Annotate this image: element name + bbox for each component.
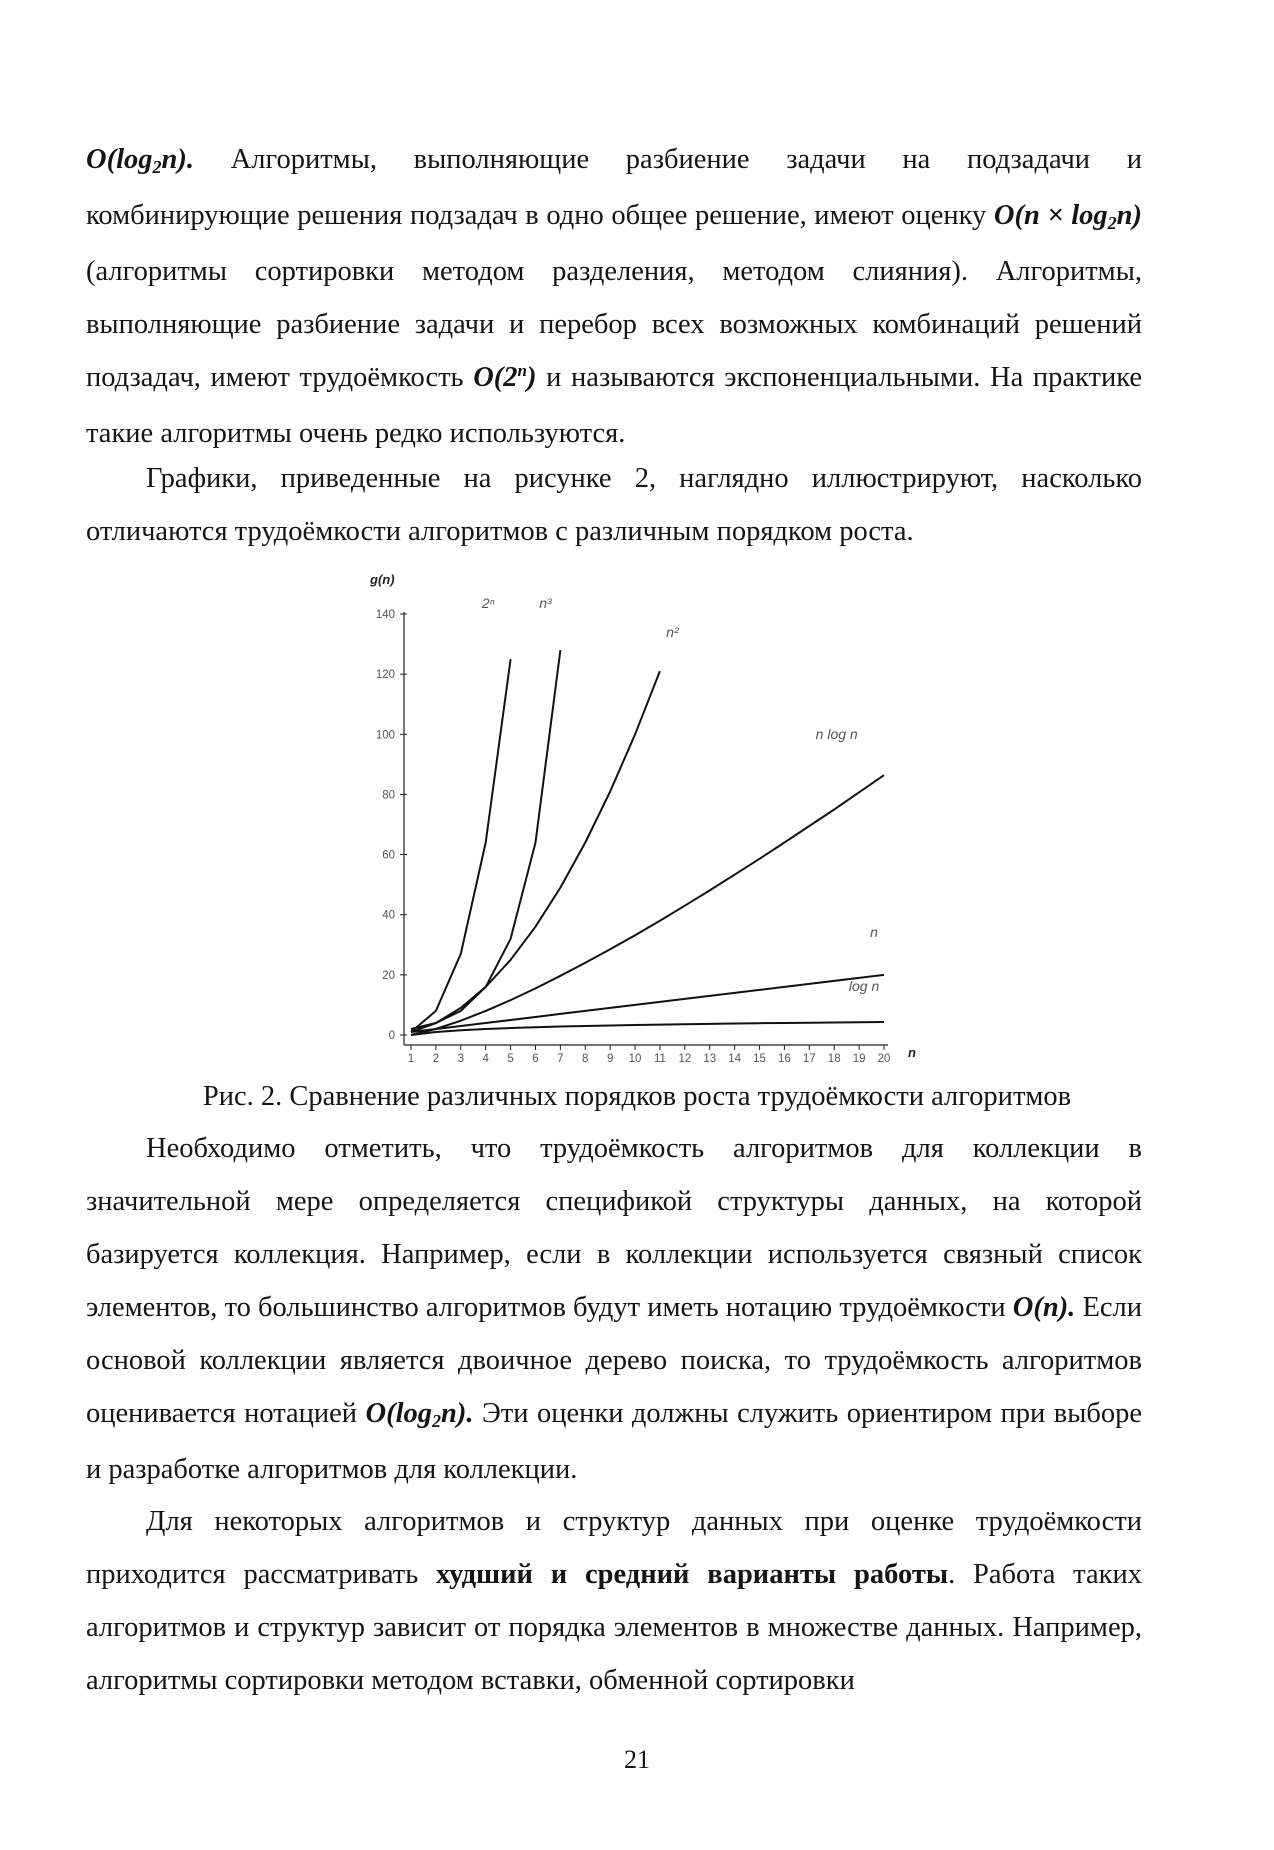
series-label: 2ⁿ — [481, 595, 495, 611]
x-tick-label: 5 — [507, 1053, 514, 1065]
series-line — [411, 775, 884, 1035]
y-tick-label: 40 — [382, 909, 395, 922]
x-tick-label: 11 — [653, 1053, 666, 1065]
formula-o-n-log2n: O(n × log2n) — [993, 200, 1142, 233]
formula-o-n: O(n). — [1012, 1292, 1076, 1323]
x-tick-label: 15 — [753, 1053, 766, 1065]
formula-o-log2n-tree: O(log2n). — [365, 1398, 474, 1431]
y-tick-label: 20 — [382, 969, 395, 982]
x-tick-label: 7 — [557, 1053, 564, 1065]
x-axis-title: n — [908, 1045, 916, 1060]
formula-o-log2n: O(log2n). — [86, 144, 194, 177]
x-tick-label: 17 — [802, 1053, 816, 1065]
x-tick-label: 6 — [532, 1053, 539, 1065]
paragraph-collections: Необходимо отметить, что трудоёмкость алгоритмов для коллекции в значительной мере определяется спецификой структуры данных, на которой базируется коллекция. Например, если в коллекции используется связный список элементов, то большинство алгоритмов будут иметь нотацию трудоёмкости O(n). Если основой коллекции является двоичное дерево поиска, то трудоёмкость алгоритмов оценивается нотацией O(log2n). Эти оценки должны служить ориентиром при выборе и разработке алгоритмов для коллекции. — [86, 1133, 1142, 1485]
emphasis-worst-average: худший и средний варианты работы — [436, 1559, 949, 1590]
x-tick-label: 16 — [778, 1053, 791, 1065]
series-label: n — [870, 924, 878, 940]
x-tick-label: 4 — [482, 1053, 489, 1065]
x-tick-label: 1 — [407, 1053, 415, 1065]
series-label: n³ — [539, 595, 552, 611]
paragraph-worst-average: Для некоторых алгоритмов и структур данных при оценке трудоёмкости приходится рассматривать худший и средний варианты работы. Работа таких алгоритмов и структур зависит от порядка элементов в множестве данных. Например, алгоритмы сортировки методом вставки, обменной сортировки — [86, 1506, 1142, 1696]
series-line — [411, 671, 660, 1032]
paragraph-complexity-classes: O(log2n). Алгоритмы, выполняющие разбиение задачи на подзадачи и комбинирующие решения подзадач в одно общее решение, имеют оценку O(n × log2n) (алгоритмы сортировки методом разделения, методом слияния). Алгоритмы, выполняющие разбиение задачи и перебор всех возможных комбинаций решений подзадач, имеют трудоёмкость O(2$^n$) и называются экспоненциальными. На практике такие алгоритмы очень редко используются. — [86, 144, 1142, 449]
series-label: n² — [666, 624, 679, 640]
chart-axes — [400, 612, 888, 1050]
y-tick-label: 100 — [375, 729, 395, 742]
y-tick-label: 140 — [375, 609, 395, 621]
x-tick-label: 19 — [852, 1053, 866, 1065]
x-tick-label: 9 — [606, 1053, 614, 1065]
y-tick-label: 60 — [382, 849, 395, 862]
x-tick-label: 14 — [728, 1053, 742, 1065]
series-label: log n — [848, 978, 880, 994]
y-tick-label: 0 — [388, 1030, 395, 1042]
figure-caption: Рис. 2. Сравнение различных порядков роста трудоёмкости алгоритмов — [202, 1081, 1072, 1112]
chart-labels — [369, 572, 916, 1065]
x-tick-label: 3 — [457, 1053, 464, 1065]
x-tick-label: 13 — [703, 1053, 717, 1065]
x-tick-label: 2 — [432, 1053, 440, 1065]
x-tick-label: 10 — [628, 1053, 642, 1065]
x-tick-label: 8 — [582, 1053, 589, 1065]
chart-series — [411, 650, 884, 1035]
y-tick-label: 80 — [382, 789, 395, 802]
x-tick-label: 20 — [877, 1053, 891, 1065]
series-label: n log n — [815, 726, 858, 742]
x-tick-label: 12 — [678, 1053, 692, 1065]
paragraph-graphs-intro: Графики, приведенные на рисунке 2, наглядно иллюстрируют, насколько отличаются трудоёмкости алгоритмов с различным порядком роста. — [86, 463, 1142, 547]
formula-o-2n: O(2$^n$) — [473, 361, 537, 393]
y-axis-title: g(n) — [370, 572, 395, 587]
page-number: 21 — [624, 1745, 650, 1774]
y-tick-label: 120 — [375, 669, 395, 682]
x-tick-label: 18 — [827, 1053, 841, 1065]
growth-chart — [356, 565, 926, 1065]
